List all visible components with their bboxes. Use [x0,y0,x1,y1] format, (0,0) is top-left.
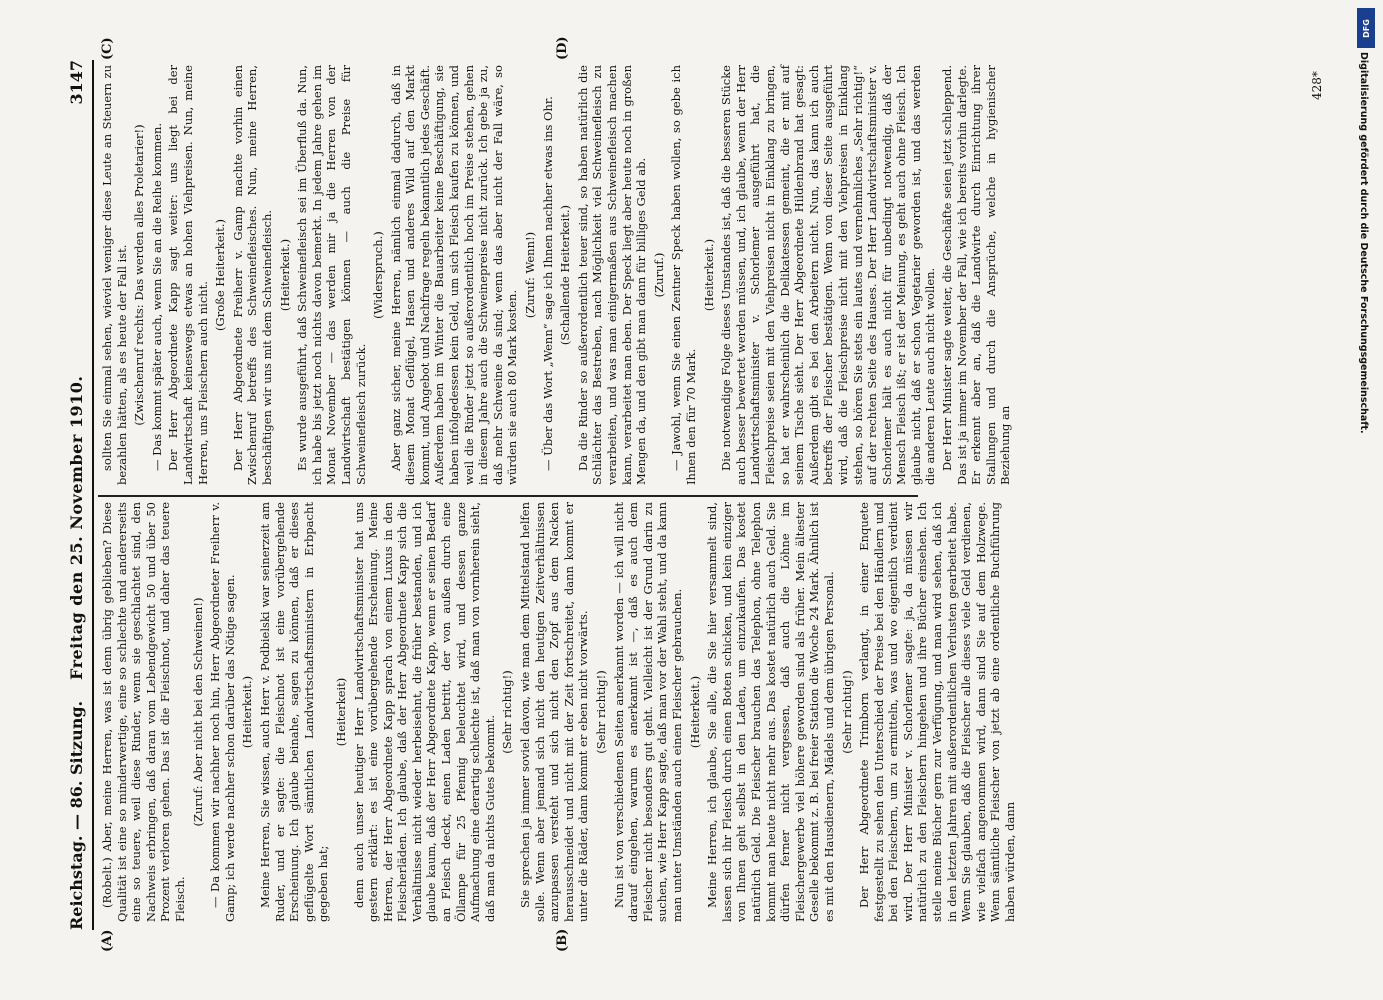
paragraph: Die notwendige Folge dieses Umstandes ist, daß die besseren Stücke auch besser bewertet werden müssen, und, ich glaube, wenn der Herr Landwirtschaftsminister v. Schorlemer ausgeführt hat, die Fleischpreise seien mit den Viehpreisen nicht in Einklang zu bringen, so hat er wahrscheinlich die Delikatessen gemeint, die er mit auf seinem Tische sieht. Der Herr Abgeordnete Hildenbrand hat gesagt: Außerdem gibt es bei den Arbeitern nicht. Nun, das kann ich auch betreffs der Fleischer bestätigen. Wenn von dieser Seite ausgeführt wird, daß die Fleischpreise nicht mit den Viehpreisen in Einklang stehen, so hören Sie stets ein lautes und vernehmliches „Sehr richtig!“ auf der rechten Seite des Hauses. Der Herr Landwirtschaftsminister v. Schorlemer hält es auch nicht für unbedingt notwendig, daß der Mensch Fleisch ißt; er ist der Meinung, es geht auch ohne Fleisch. Ich glaube nicht, daß er schon Vegetarier geworden ist, und das werden die anderen Leute auch nicht wollen. [719,65,938,485]
interjection: (Zuruf: Aber nicht bei den Schweinen!) [190,597,205,827]
interjection: (Zwischenruf rechts: Das werden alles Proletarier!) [132,124,147,426]
interjection: (Sehr richtig!) [594,670,608,754]
paragraph: — Da kommen wir nachher noch hin, Herr Abgeordneter Freiherr v. Gamp; ich werde nachher schon darüber das Nötige sagen. [208,502,237,922]
interjection: (Sehr richtig!) [839,670,854,754]
interjection: (Heiterkeit.) [701,238,716,312]
paragraph: Aber ganz sicher, meine Herren, nämlich einmal dadurch, daß in diesem Monat Geflügel, Hasen und anderes Wild auf den Markt kommt, und Angebot und Nachfrage regeln bekanntlich jedes Geschäft. Außerdem haben im Winter die Bauarbeiter keine Beschäftigung, sie haben infolgedessen kein Geld, um sich Fleisch kaufen zu können, und weil die Rinder jetzt so außerordentlich hoch im Preise stehen, gehen in diesem Jahre auch die Schweinepreise nicht zurück. Ich gebe ja zu, daß mehr Schweine da sind; wenn das aber nicht der Fall wäre, so würden sie auch 80 Mark kosten. [388,65,520,485]
interjection: (Zuruf: Wenn!) [523,231,538,319]
paragraph: denn auch unser heutiger Herr Landwirtschaftsminister hat uns gestern erklärt: es ist eine vorübergehende Erscheinung. Meine Herren, der Herr Abgeordnete Kapp sprach von einem Luxus in den Fleischerläden. Ich glaube, daß der Herr Abgeordnete Kapp sich die Verhältnisse nicht wieder herbeisehnt, die früher bestanden, und ich glaube kaum, daß der Herr Abgeordnete Kapp, wenn er seinen Bedarf an Fleisch deckt, einen Laden betritt, der von außen durch eine Öllampe für 25 Pfennig beleuchtet wird, und dessen ganze Aufmachung eine derartig schlechte ist, daß man von vornherein sieht, daß man da nichts Gutes bekommt. [351,502,497,922]
paragraph: Meine Herren, ich glaube, Sie alle, die Sie hier versammelt sind, lassen sich ihr Fleisch durch einen Boten schicken, und kein einziger von Ihnen geht selbst in den Laden, um einzukaufen. Das kostet natürlich Geld. Die Fleischer brauchen das Telephon, ohne Telephon kommt man heute nicht mehr aus. Das kostet natürlich auch Geld. Sie dürfen ferner nicht vergessen, daß auch die Löhne im Fleischergewerbe viel höhere geworden sind als früher. Mein ältester Geselle bekommt z. B. bei freier Station die Woche 24 Mark. Ähnlich ist es mit den Hausdienern, Mädels und dem übrigen Personal. [705,502,836,922]
interjection: (Heiterkeit.) [240,675,255,749]
interjection: (Zuruf.) [651,252,666,298]
paragraph: Da die Rinder so außerordentlich teuer sind, so haben natürlich die Schlächter das Bestreben, nach Möglichkeit viel Schweinefleisch zu verarbeiten, und was man einigermaßen aus Schweinefleisch machen kann, verarbeitet man eben. Der Speck liegt aber heute noch in großen Mengen da, und den gibt man dann für billiges Geld ab. [575,65,649,485]
paragraph: Nun ist von verschiedenen Seiten anerkannt worden — ich will nicht darauf eingehen, warum es anerkannt ist —, daß es auch dem Fleischer nicht besonders gut geht. Vielleicht ist der Grund darin zu suchen, wie Herr Kapp sagte, daß man vor der Wahl steht, und da kann man unter Umständen auch einen Fleischer gebrauchen. [611,502,684,922]
marker-a: (A) [100,929,115,952]
header-date: Freitag den 25. November 1910. [67,375,86,680]
signature-mark: 428* [1310,71,1324,100]
text-column-left [100,502,1018,922]
paragraph: — Über das Wort „Wenn“ sage ich Ihnen nachher etwas ins Ohr. [540,96,555,471]
interjection: (Große Heiterkeit.) [213,219,228,331]
paragraph: Es wurde ausgeführt, daß Schweinefleisch sei im Überfluß da. Nun, ich habe bis jetzt noch nichts davon bemerkt. In jedem Jahre gehen im Monat November — das werden mir ja die Herren von der Landwirtschaft bestätigen können — auch die Preise für Schweinefleisch zurück. [295,65,368,485]
paragraph: — Das kommt später auch, wenn Sie an die Reihe kommen. [149,122,164,471]
paragraph: — Jawohl, wenn Sie einen Zentner Speck haben wollen, so gebe ich Ihnen den für 70 Mark. [669,65,698,485]
paragraph: Der Herr Minister sagte weiter, die Geschäfte seien jetzt schleppend. Das ist ja immer im November der Fall, wie ich bereits vorhin darlegte. Er erkennt aber an, daß die Landwirte durch Einrichtung ihrer Stallungen und durch die Ansprüche, welche in hygienischer Beziehung an [940,65,1013,485]
paragraph: Der Herr Abgeordnete Freiherr v. Gamp machte vorhin einen Zwischenruf betreffs des Schweinefleisches. Nun, meine Herren, beschäftigen wir uns mit dem Schweinefleisch. [230,65,274,485]
interjection: (Heiterkeit.) [687,675,702,749]
interjection: (Heiterkeit.) [277,238,292,312]
marker-b: (B) [555,928,570,952]
marker-c: (C) [100,37,115,60]
column-divider [98,495,918,497]
digitization-credit: Digitalisierung gefördert durch die Deutsche Forschungsgemeinschaft. [1358,52,1369,434]
paragraph: Sie sprechen ja immer soviel davon, wie man dem Mittelstand helfen solle. Wenn aber jemand sich nicht den heutigen Zeitverhältnissen anzupassen versteht und sich nicht den Zopf aus dem Nacken herausschneidet und nicht mit der Zeit fortschreitet, dann kommt er unter die Räder, dann kommt er eben nicht vorwärts. [518,502,591,922]
dfg-logo: DFG [1357,8,1375,48]
paragraph: sollten Sie einmal sehen, wieviel weniger diese Leute an Steuern zu bezahlen hätten, als es heute der Fall ist. [100,65,129,485]
paragraph: Meine Herren, Sie wissen, auch Herr v. Podbielski war seinerzeit am Ruder, und er sagte: die Fleischnot ist eine vorübergehende Erscheinung. Ich glaube beinahe, sagen zu können, daß er dieses geflügelte Wort sämtlichen Landwirtschaftsministern in Erbpacht gegeben hat; [257,502,331,922]
interjection: (Schallende Heiterkeit.) [558,204,573,346]
page-number: 3147 [67,60,86,105]
marker-d: (D) [555,36,570,60]
page-header [62,60,94,930]
paragraph: Der Herr Abgeordnete Kapp sagt weiter: uns liegt bei der Landwirtschaft keineswegs etwas an hohen Viehpreisen. Nun, meine Herren, uns Fleischern auch nicht. [166,65,210,485]
interjection: (Widerspruch.) [371,231,386,319]
interjection: (Sehr richtig!) [500,670,515,754]
interjection: (Heiterkeit) [333,677,348,747]
text-column-right [100,65,1013,485]
paragraph: (Robelt.) Aber, meine Herren, was ist denn übrig geblieben? Diese Qualität ist eine so minderwertige, eine so schlechte und andererseits eine so teuere, weil diese Rinder, wenn sie geschlachtet sind, den Nachweis erbringen, daß daran vom Lebendgewicht 50 und über 50 Prozent verloren gehen. Das ist die Fleischnot, und daher das teuere Fleisch. [100,502,187,922]
paragraph: Der Herr Abgeordnete Trimborn verlangt, in einer Enquete festgestellt zu sehen den Unterschied der Preise bei den Händlern und bei den Fleischern, um zu ermitteln, was und wo eigentlich verdient wird. Der Herr Minister v. Schorlemer sagte: ja, da müssen wir natürlich zu den Fleischern hingehen und ihre Bücher einsehen. Ich stelle meine Bücher gern zur Verfügung, und man wird sehen, daß ich in den letzten Jahren mit außerordentlichen Verlusten gearbeitet habe. Wenn Sie glauben, daß die Fleischer alle dieses viele Geld verdienen, wie vielfach angenommen wird, dann sind Sie auf dem Holzwege. Wenn sämtliche Fleischer von jetzt ab eine ordentliche Buchführung haben würden, dann [857,502,1018,922]
header-session: Reichstag. — 86. Sitzung. [67,700,86,930]
